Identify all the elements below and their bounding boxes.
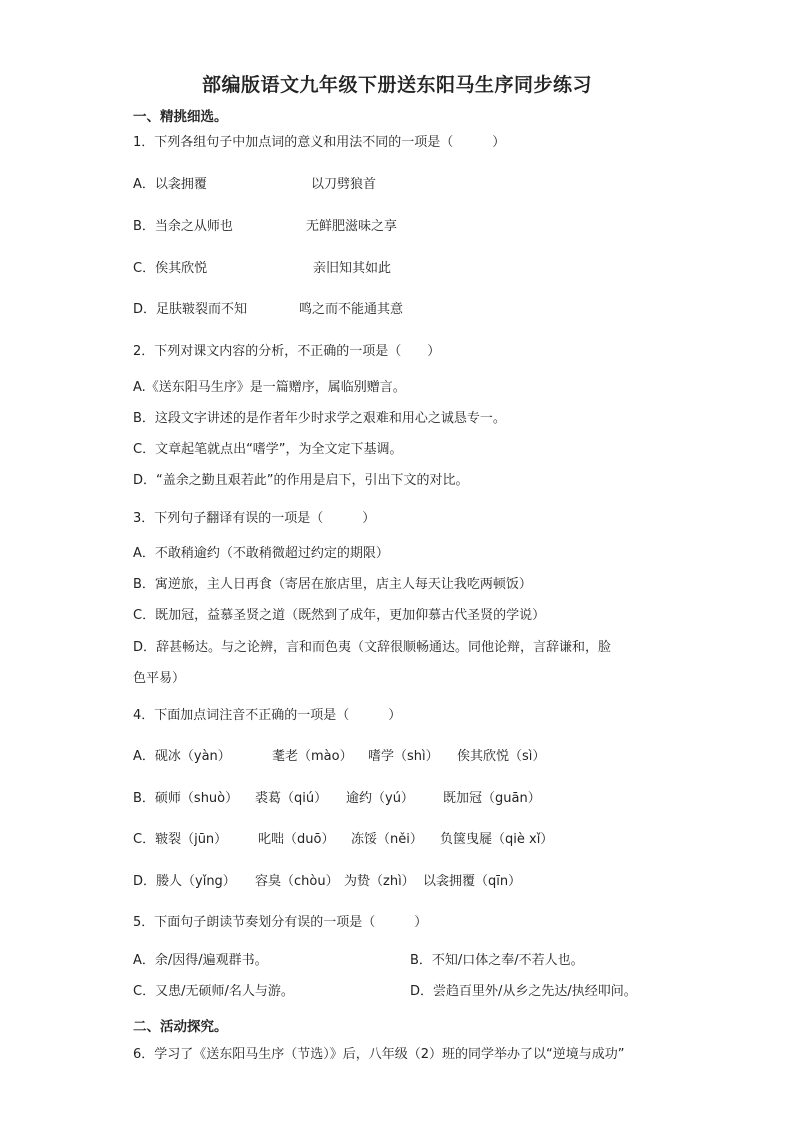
q5-option-d: D．尝趋百里外/从乡之先达/执经叩问。 [410,984,637,999]
q4-option-d-item4: 以衾拥覆（qīn） [423,874,522,889]
q4-option-a-item4: 俟其欣悦（sì） [457,749,546,764]
document-title: 部编版语文九年级下册送东阳马生序同步练习 [201,74,592,96]
q4-option-a-item3: 嗜学（shì） [368,749,439,764]
q1-stem: 1．下列各组句子中加点词的意义和用法不同的一项是（ ） [133,135,506,150]
q3-option-b: B．寓逆旅，主人日再食（寄居在旅店里，店主人每天让我吃两顿饭） [133,577,532,592]
q3-option-c: C．既加冠，益慕圣贤之道（既然到了成年，更加仰慕古代圣贤的学说） [133,608,546,623]
q4-option-b-item1: B．硕师（shuò） [133,791,239,806]
section-heading-1: 一、精挑细选。 [133,109,228,125]
q5-option-c: C．又患/无硕师/名人与游。 [133,984,294,999]
q6-stem: 6．学习了《送东阳马生序（节选）》后，八年级（2）班的同学举办了以“逆境与成功” [133,1047,625,1062]
q4-option-c-item2: 叱咄（duō） [258,832,335,847]
q2-option-d: D．“盖余之勤且艰若此”的作用是启下，引出下文的对比。 [133,473,469,488]
q2-option-a: A.《送东阳马生序》是一篇赠序，属临别赠言。 [133,380,406,395]
q1-option-b-right: 无鲜肥滋味之享 [306,219,398,234]
q1-option-a-left: A．以衾拥覆 [133,177,207,192]
section-heading-2: 二、活动探究。 [133,1019,228,1035]
q4-option-b-item4: 既加冠（guān） [443,791,541,806]
q1-option-c-left: C．俟其欣悦 [133,261,208,276]
q1-option-c-right: 亲旧知其如此 [313,261,392,276]
q4-option-c-item1: C．皲裂（jūn） [133,832,228,847]
q3-option-d-line1: D．辞甚畅达。与之论辨，言和而色夷（文辞很顺畅通达。同他论辩，言辞谦和，脸 [133,640,612,655]
q4-option-c-item3: 冻馁（něi） [351,832,423,847]
q1-option-b-left: B．当余之从师也 [133,219,233,234]
q5-option-b: B．不知/口体之奉/不若人也。 [410,953,584,968]
q2-option-b: B．这段文字讲述的是作者年少时求学之艰难和用心之诚恳专一。 [133,411,506,426]
q3-option-a: A．不敢稍逾约（不敢稍微超过约定的期限） [133,546,389,561]
q4-option-a-item1: A．砚冰（yàn） [133,749,231,764]
q3-option-d-line2: 色平易） [133,671,186,686]
q4-stem: 4．下面加点词注音不正确的一项是（ ） [133,708,402,723]
q4-option-b-item2: 裘葛（qiú） [255,791,328,806]
q4-option-d-item3: 为贽（zhì） [344,874,415,889]
q5-option-a: A．余/因得/遍观群书。 [133,953,268,968]
q3-stem: 3．下列句子翻译有误的一项是（ ） [133,511,376,526]
q1-option-d-right: 鸣之而不能通其意 [299,302,404,317]
q5-stem: 5．下面句子朗读节奏划分有误的一项是（ ） [133,915,428,930]
q4-option-d-item1: D．媵人（yǐng） [133,874,236,889]
q4-option-a-item2: 耄老（mào） [272,749,353,764]
q4-option-d-item2: 容臭（chòu） [255,874,339,889]
q1-option-d-left: D．足肤皲裂而不知 [133,302,248,317]
q1-option-a-right: 以刀劈狼首 [311,177,377,192]
q2-stem: 2．下列对课文内容的分析，不正确的一项是（ ） [133,344,441,359]
q4-option-b-item3: 逾约（yú） [346,791,414,806]
q2-option-c: C．文章起笔就点出“嗜学”，为全文定下基调。 [133,442,403,457]
q4-option-c-item4: 负箧曳屣（qiè xǐ） [440,832,554,847]
